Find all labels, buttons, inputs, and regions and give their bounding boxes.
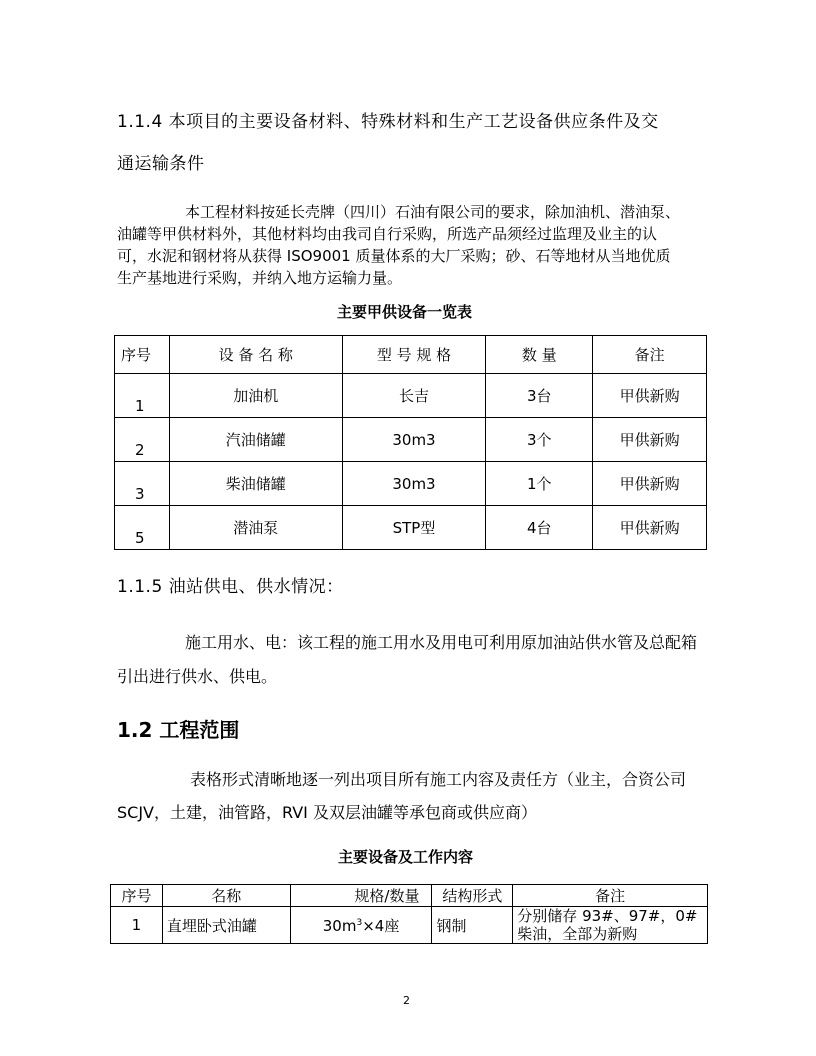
paragraph-line: 引出进行供水、供电。 [117, 667, 278, 686]
equipment-note: 甲供新购 [593, 462, 707, 506]
paragraph-line: 油罐等甲供材料外，其他材料均由我司自行采购，所选产品须经过监理及业主的认 [117, 225, 658, 243]
note-line: 柴油，全部为新购 [517, 925, 638, 943]
spec-count: ×4座 [362, 916, 400, 935]
equipment-model: 30m3 [342, 462, 486, 506]
item-note [513, 907, 708, 944]
row-number: 2 [115, 418, 170, 462]
paragraph-line: 可，水泥和钢材将从获得 ISO9001 质量体系的大厂采购；砂、石等地材从当地优质 [117, 247, 671, 265]
item-name: 直埋卧式油罐 [162, 907, 290, 944]
paragraph-line: 生产基地进行采购，并纳入地方运输力量。 [117, 269, 403, 287]
section-heading-1-1-5: 1.1.5 油站供电、供水情况： [117, 577, 344, 597]
header-cell: 序号 [115, 336, 170, 374]
section-heading-1-1-4-line1: 1.1.4 本项目的主要设备材料、特殊材料和生产工艺设备供应条件及交 [117, 112, 659, 132]
equipment-quantity: 1个 [486, 462, 593, 506]
equipment-quantity: 4台 [486, 506, 593, 550]
header-cell: 数 量 [486, 336, 593, 374]
equipment-note: 甲供新购 [593, 418, 707, 462]
equipment-model: 30m3 [342, 418, 486, 462]
equipment-model: STP型 [342, 506, 486, 550]
equipment-table [114, 335, 707, 550]
table-row [111, 907, 708, 944]
header-cell: 结构形式 [432, 885, 513, 907]
section-heading-1-2: 1.2 工程范围 [117, 718, 240, 742]
row-number: 5 [115, 506, 170, 550]
page-number: 2 [403, 994, 410, 1007]
spec-superscript: 3 [356, 917, 363, 928]
equipment-quantity: 3台 [486, 374, 593, 418]
table-caption: 主要设备及工作内容 [338, 848, 474, 866]
table-row [115, 374, 707, 418]
equipment-name: 潜油泵 [169, 506, 342, 550]
spec-base: 30m [322, 916, 357, 935]
paragraph-line: SCJV，土建，油管路，RVI 及双层油罐等承包商或供应商） [117, 803, 537, 822]
header-cell: 备注 [513, 885, 708, 907]
table-row [115, 418, 707, 462]
row-number: 1 [111, 907, 163, 944]
equipment-note: 甲供新购 [593, 374, 707, 418]
equipment-note: 甲供新购 [593, 506, 707, 550]
equipment-name: 加油机 [169, 374, 342, 418]
table-caption: 主要甲供设备一览表 [337, 303, 473, 321]
paragraph-line: 表格形式清晰地逐一列出项目所有施工内容及责任方（业主，合资公司 [190, 770, 687, 789]
equipment-model: 长吉 [342, 374, 486, 418]
table-row [115, 506, 707, 550]
header-cell: 型 号 规 格 [342, 336, 486, 374]
note-line: 分别储存 93#、97#，0# [517, 907, 698, 925]
header-cell: 名称 [162, 885, 290, 907]
row-number: 1 [115, 374, 170, 418]
paragraph-line: 施工用水、电：该工程的施工用水及用电可利用原加油站供水管及总配箱 [185, 633, 698, 652]
equipment-name: 汽油储罐 [169, 418, 342, 462]
table-header-row [111, 885, 708, 907]
header-cell: 备注 [593, 336, 707, 374]
equipment-quantity: 3个 [486, 418, 593, 462]
header-cell: 规格/数量 [290, 885, 432, 907]
paragraph-line: 本工程材料按延长壳牌（四川）石油有限公司的要求，除加油机、潜油泵、 [185, 203, 681, 221]
section-heading-1-1-4-line2: 通运输条件 [117, 154, 205, 174]
header-cell: 序号 [111, 885, 163, 907]
table-header-row [115, 336, 707, 374]
work-content-table [110, 884, 708, 944]
row-number: 3 [115, 462, 170, 506]
item-spec [290, 907, 432, 944]
item-structure: 钢制 [432, 907, 513, 944]
table-row [115, 462, 707, 506]
equipment-name: 柴油储罐 [169, 462, 342, 506]
header-cell: 设 备 名 称 [169, 336, 342, 374]
